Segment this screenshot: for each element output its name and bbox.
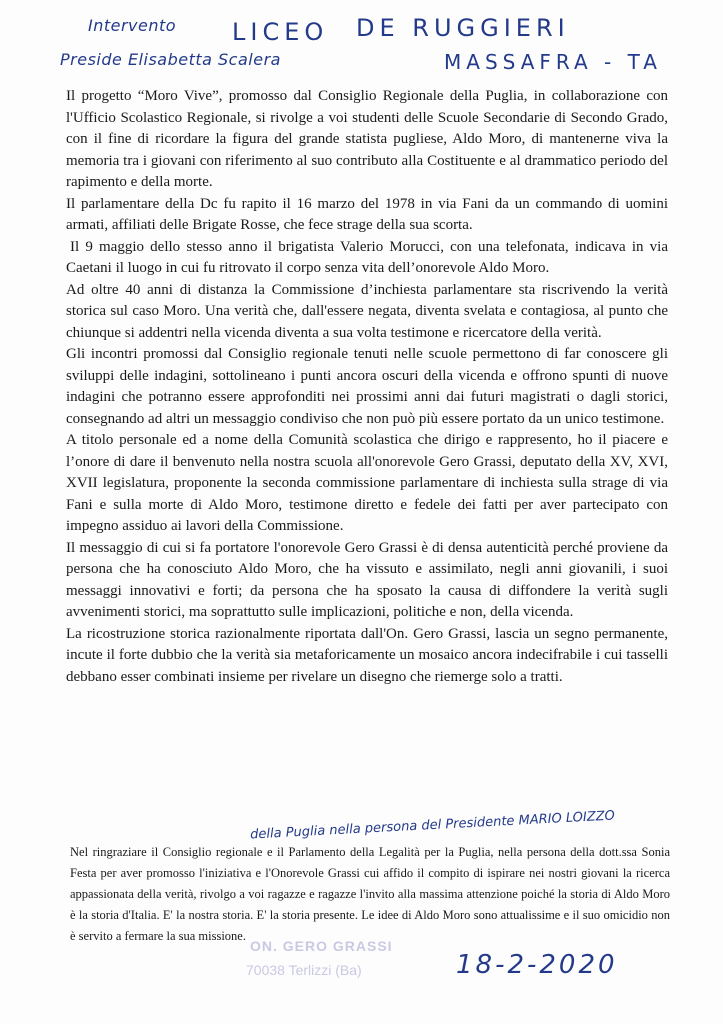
closing-text: Nel ringraziare il Consiglio regionale e il Parlamento della Legalità per la Puglia, nella persona della dott.ssa Sonia Festa per aver promosso l'iniziativa e l'Onorevole Grassi cui affido il compito di ispirare nei nostri giovani la ricerca appassionata della verità, rivolgo a voi ragazze e ragazze l'invito alla massima attenzione poiché la storia di Aldo Moro è la storia d'Italia. E' la nostra storia. E' la storia presente. Le idee di Aldo Moro sono attualissime e il suo omicidio non è servito a fermare la sua missione. bbox=[70, 845, 670, 943]
handwritten-intervento: Intervento bbox=[88, 16, 177, 35]
handwritten-preside: Preside Elisabetta Scalera bbox=[60, 50, 281, 69]
handwritten-liceo: LICEO bbox=[232, 18, 329, 46]
paragraph: A titolo personale ed a nome della Comunità scolastica che dirigo e rappresento, ho il piacere e l’onore di dare il benvenuto nella nostra scuola all'onorevole Gero Grassi, deputato della XV, XVI, XVII legislatura, proponente la seconda commissione parlamentare di inchiesta sulla strage di via Fani e sulla morte di Aldo Moro, testimone diretto e fedele dei fatti per aver partecipato con impegno assiduo ai lavori della Commissione. bbox=[66, 432, 668, 534]
paragraph: Ad oltre 40 anni di distanza la Commissione d’inchiesta parlamentare sta riscrivendo la verità storica sul caso Moro. Una verità che, dall'essere negata, diventa svelata e contagiosa, al punto che chiunque si addentri nella vicenda diventa a sua volta testimone e ricercatore della verità. bbox=[66, 281, 668, 341]
paragraph: Il messaggio di cui si fa portatore l'onorevole Gero Grassi è di densa autenticità perché proviene da persona che ha conosciuto Aldo Moro, che ha vissuto e assimilato, negli anni giovanili, i suoi messaggi innovativi e forti; da persona che ha sposato la causa di diffondere la verità sugli avvenimenti storici, ma soprattutto sulle implicazioni, politiche e non, della vicenda. bbox=[66, 539, 668, 620]
stamp-line-2: 70038 Terlizzi (Ba) bbox=[246, 962, 362, 978]
paragraph: Gli incontri promossi dal Consiglio regionale tenuti nelle scuole permettono di far conoscere gli sviluppi delle indagini, sottolineano i punti ancora oscuri della vicenda e offrono spunti di nuove indagini che potranno essere approfonditi nei prossimi anni dai futuri magistrati o dagli storici, consegnando ad altri un messaggio condiviso che non può più essere portato da un unico testimone. bbox=[66, 346, 668, 427]
paragraph: Il 9 maggio dello stesso anno il brigatista Valerio Morucci, con una telefonata, indicava in via Caetani il luogo in cui fu ritrovato il corpo senza vita dell’onorevole Aldo Moro. bbox=[66, 238, 668, 276]
handwritten-date: 18-2-2020 bbox=[456, 950, 618, 980]
letter-body bbox=[66, 86, 668, 688]
handwritten-massafra: MASSAFRA - TA bbox=[444, 50, 662, 74]
handwritten-de-ruggieri: DE RUGGIERI bbox=[356, 14, 570, 42]
handwritten-margin-insert: della Puglia nella persona del Presidente MARIO LOIZZO bbox=[249, 808, 616, 843]
paragraph: La ricostruzione storica razionalmente riportata dall'On. Gero Grassi, lascia un segno permanente, incute il forte dubbio che la verità sia metaforicamente un mosaico ancora indecifrabile i cui tasselli debbano esser combinati insieme per rivelare un disegno che riemerge solo a tratti. bbox=[66, 625, 668, 685]
paragraph: Il parlamentare della Dc fu rapito il 16 marzo del 1978 in via Fani da un commando di uomini armati, affiliati delle Brigate Rosse, che fece strage della sua scorta. bbox=[66, 195, 668, 233]
closing-paragraph bbox=[70, 842, 670, 947]
stamp-line-1: ON. GERO GRASSI bbox=[250, 938, 393, 954]
paragraph: Il progetto “Moro Vive”, promosso dal Consiglio Regionale della Puglia, in collaborazione con l'Ufficio Scolastico Regionale, si rivolge a voi studenti delle Scuole Secondarie di Secondo Grado, con il fine di ricordare la figura del grande statista pugliese, Aldo Moro, di mantenerne viva la memoria tra i giovani con riferimento al suo contributo alla Costituente e al drammatico periodo del rapimento e della morte. bbox=[66, 88, 668, 190]
